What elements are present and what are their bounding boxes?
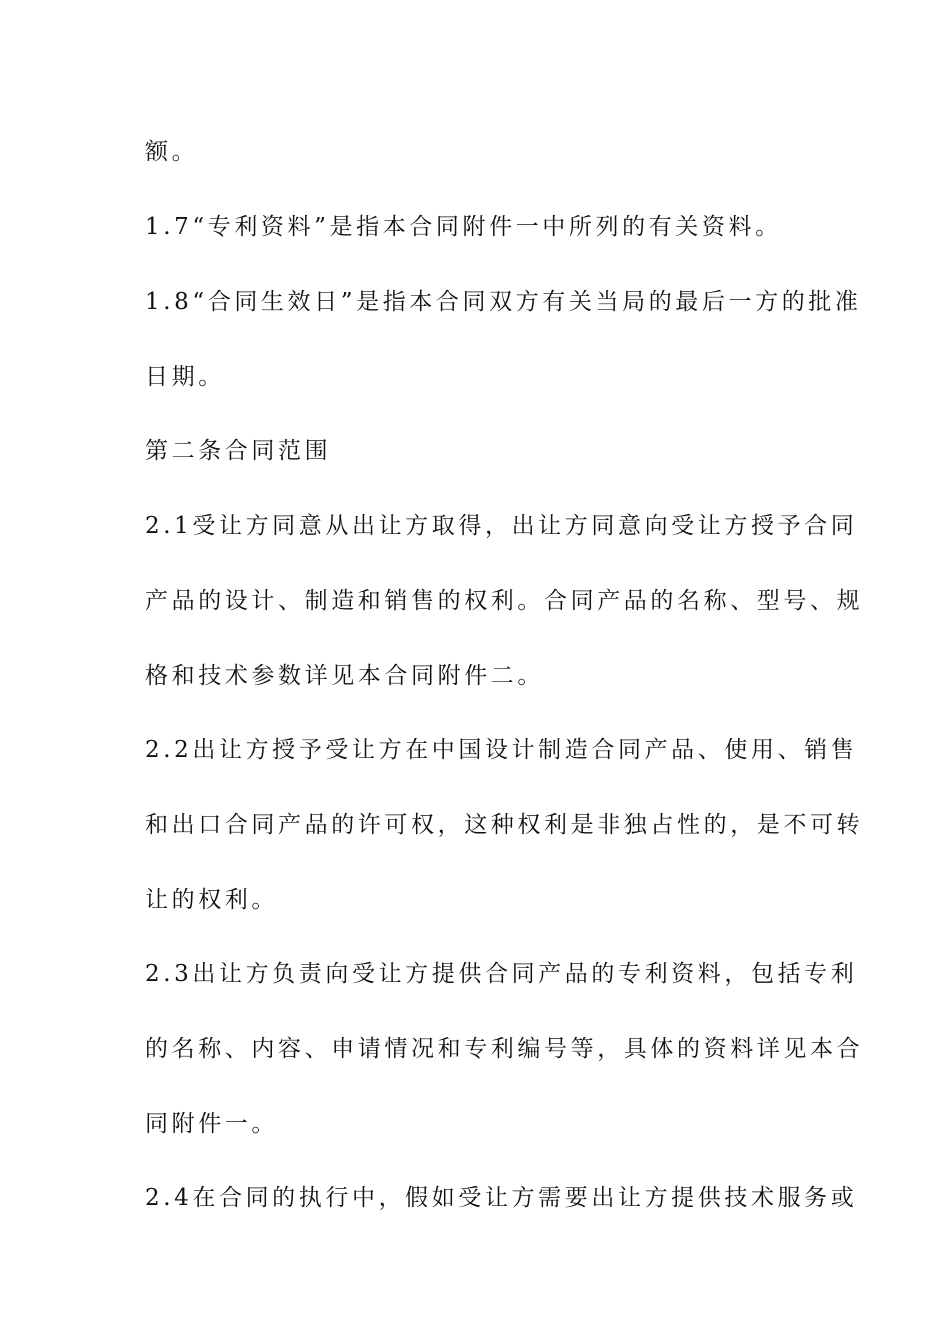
text-line-6: 2.1受让方同意从出让方取得，出让方同意向受让方授予合同 (145, 513, 858, 539)
text-line-4: 日期。 (145, 364, 225, 390)
text-line-13: 的名称、内容、申请情况和专利编号等，具体的资料详见本合 (145, 1036, 864, 1062)
text-line-8: 格和技术参数详见本合同附件二。 (145, 663, 544, 689)
text-line-7: 产品的设计、制造和销售的权利。合同产品的名称、型号、规 (145, 588, 864, 614)
text-line-12: 2.3出让方负责向受让方提供合同产品的专利资料，包括专利 (145, 961, 858, 987)
text-line-10: 和出口合同产品的许可权，这种权利是非独占性的，是不可转 (145, 812, 864, 838)
section-heading: 第二条合同范围 (145, 438, 332, 464)
text-line-15: 2.4在合同的执行中，假如受让方需要出让方提供技术服务或 (145, 1185, 858, 1211)
text-line-3: 1.8“合同生效日”是指本合同双方有关当局的最后一方的批准 (145, 289, 862, 315)
text-line-2: 1.7“专利资料”是指本合同附件一中所列的有关资料。 (145, 214, 782, 240)
text-line-9: 2.2出让方授予受让方在中国设计制造合同产品、使用、销售 (145, 737, 858, 763)
text-line-1: 额。 (145, 139, 199, 165)
text-line-11: 让的权利。 (145, 887, 278, 913)
text-line-14: 同附件一。 (145, 1111, 278, 1137)
